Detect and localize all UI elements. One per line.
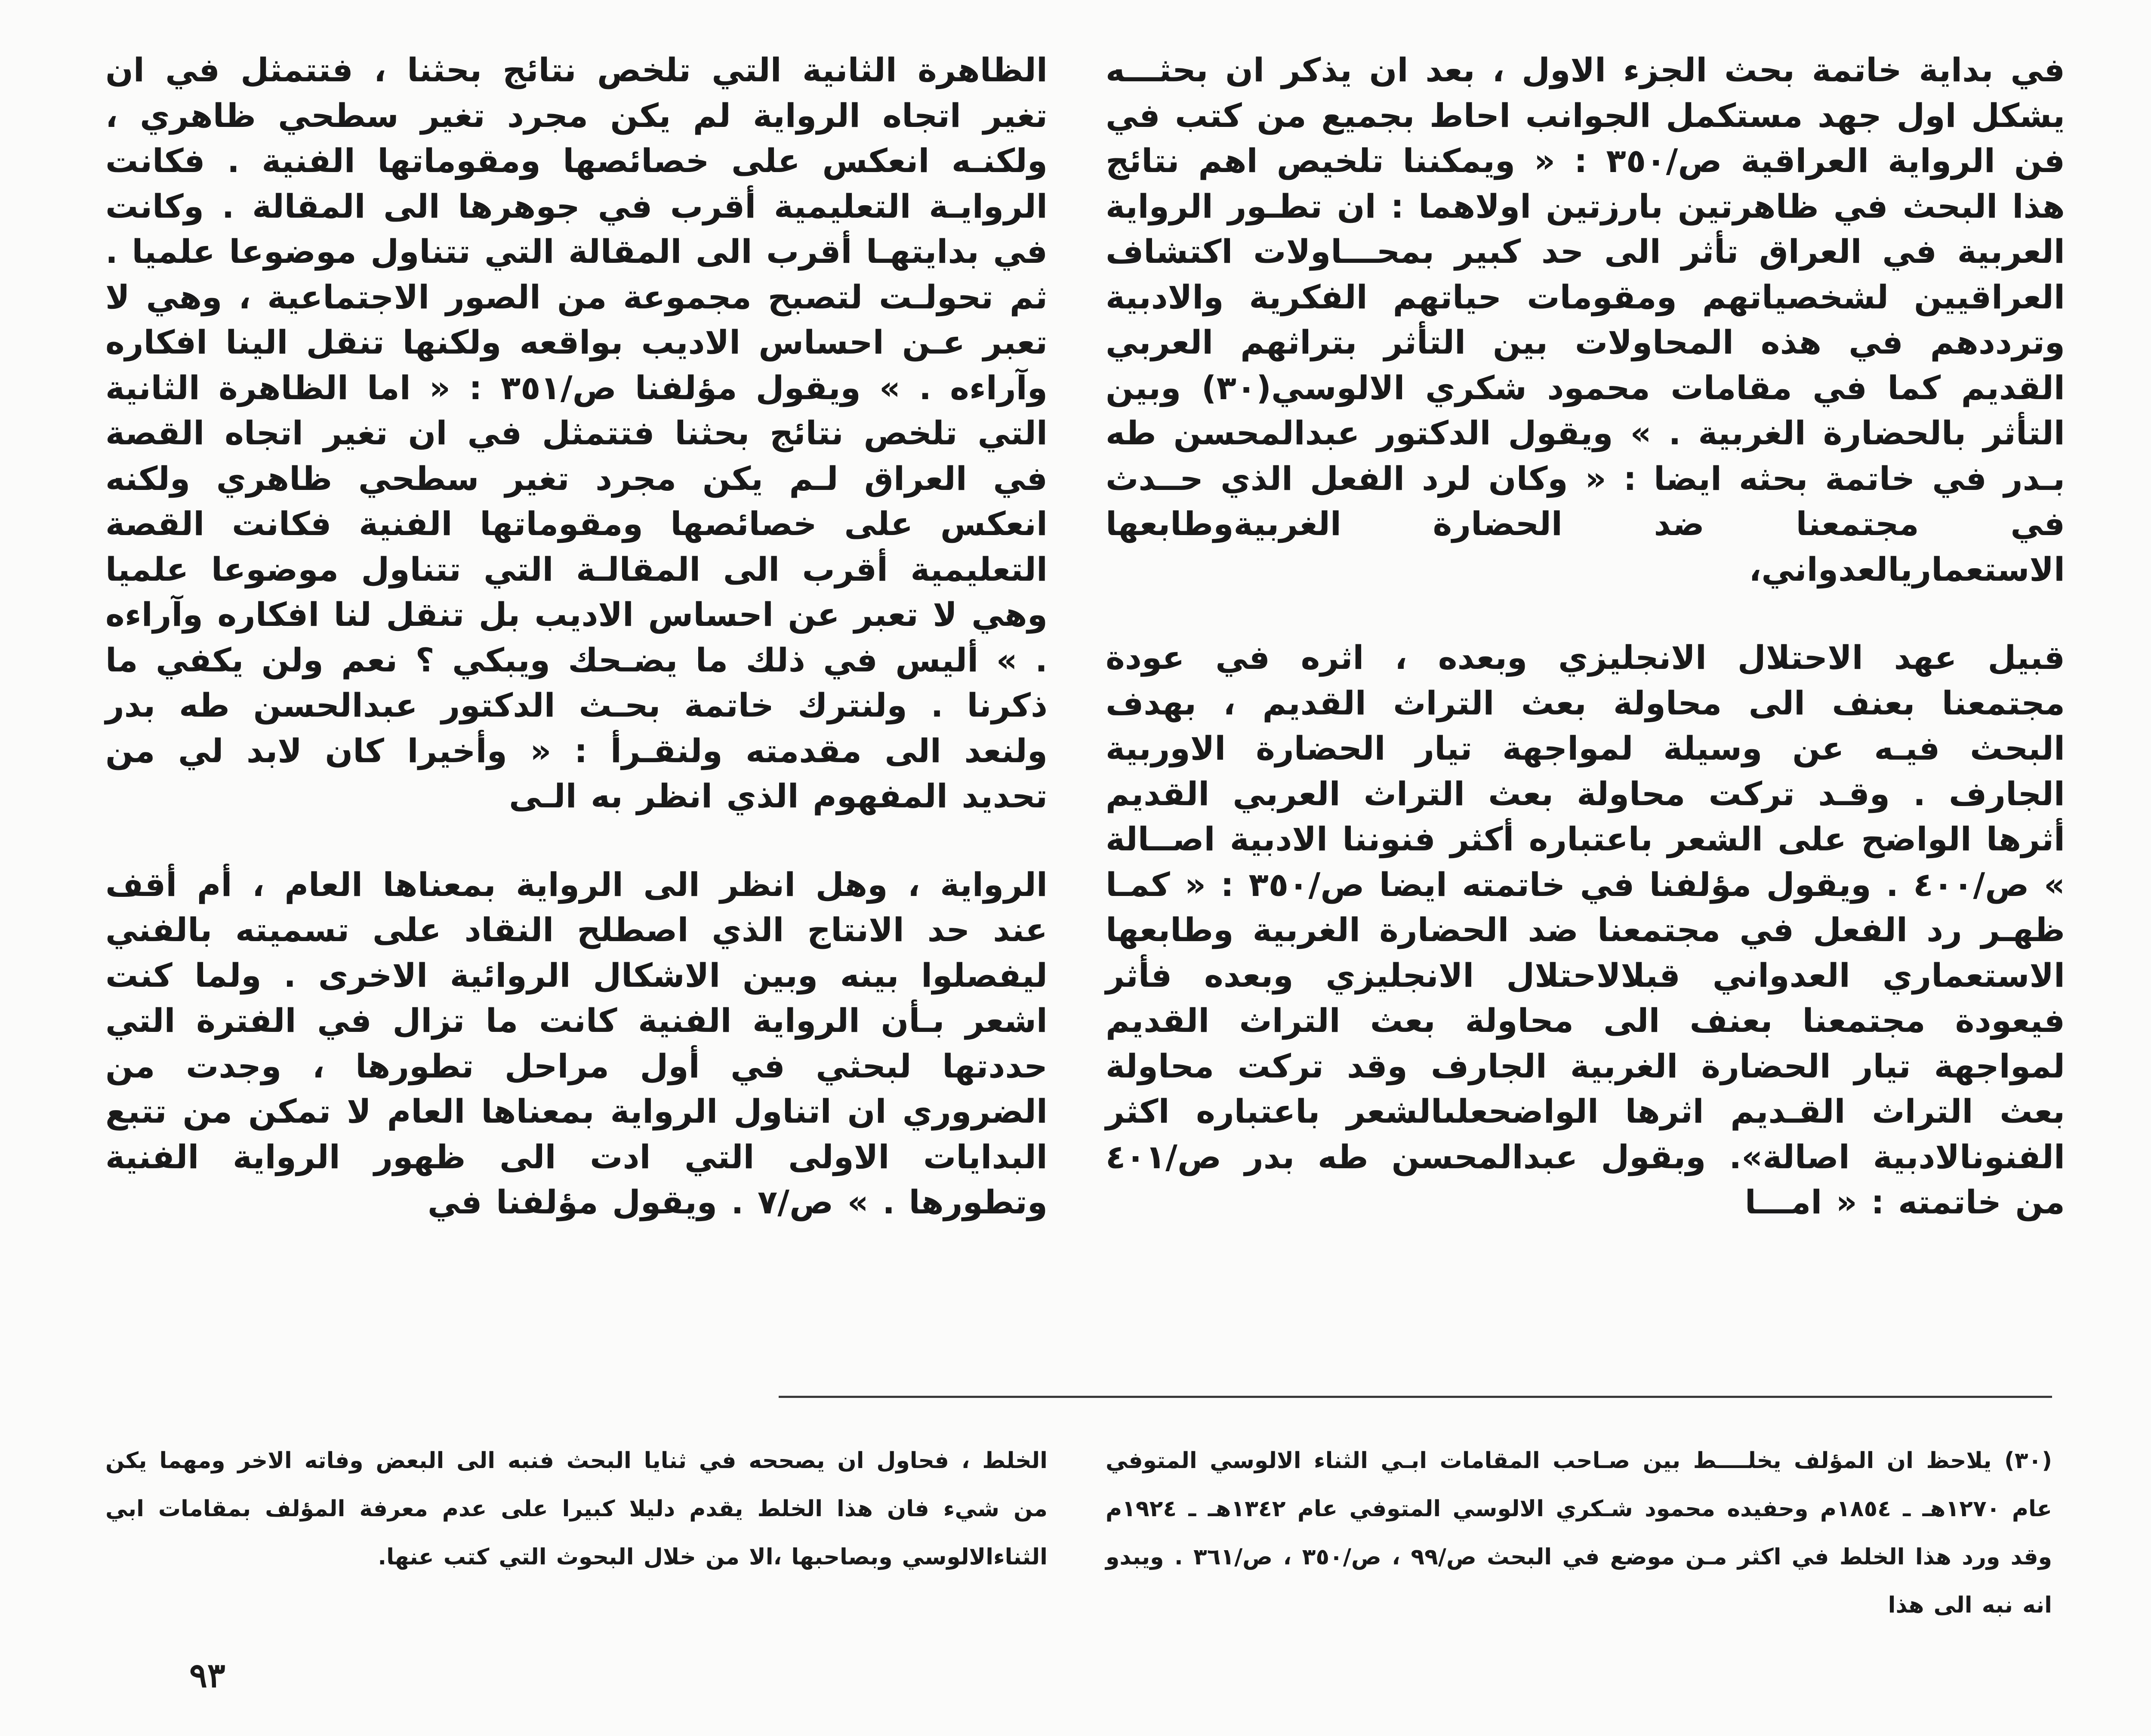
paragraph-spacer [1106, 592, 2065, 635]
left-column [105, 47, 1048, 1225]
footnote-left-column [105, 1437, 1048, 1581]
paragraph-spacer [105, 819, 1048, 862]
footnote-30-continuation: الخلط ، فحاول ان يصححه في ثنايا البحث فنبه الى البعض وفاته الاخر ومهما يكن من شيء فان هذا الخلط يقدم دليلا كبيرا على عدم معرفة المؤلف بمقامات ابي الثناءالالوسي وبصاحبها ،الا من خلال البحوث التي كتب عنها. [105, 1448, 1048, 1570]
left-column-paragraph-2: الرواية ، وهل انظر الى الرواية بمعناها العام ، أم أقف عند حد الانتاج الذي اصطلح النقاد على تسميته بالفني ليفصلوا بينه وبين الاشكال الروائية الاخرى . ولما كنت اشعر بـأن الرواية الفنية كانت ما تزال في الفترة التي حددتها لبحثي في أول مراحل تطورها ، وجدت من الضروري ان اتناول الرواية بمعناها العام لا تمكن من تتبع البدايات الاولى التي ادت الى ظهور الرواية الفنية وتطورها . » ص/٧ . ويقول مؤلفنا في [105, 865, 1048, 1221]
left-column-paragraph-1: الظاهرة الثانية التي تلخص نتائج بحثنا ، فتتمثل في ان تغير اتجاه الرواية لم يكن مجرد تغير سطحي ظاهري ، ولكنـه انعكس على خصائصها ومقوماتها الفنية . فكانت الروايـة التعليمية أقرب في جوهرها الى المقالة . وكانت في بدايتهـا أقرب الى المقالة التي تتناول موضوعا علميا . ثم تحولـت لتصبح مجموعة من الصور الاجتماعية ، وهي لا تعبر عـن احساس الاديب بواقعه ولكنها تنقل الينا افكاره وآراءه . » ويقول مؤلفنا ص/٣٥١ : « اما الظاهرة الثانية التي تلخص نتائج بحثنا فتتمثل في ان تغير اتجاه القصة في العراق لـم يكن مجرد تغير سطحي ظاهري ولكنه انعكس على خصائصها ومقوماتها الفنية فكانت القصة التعليمية أقرب الى المقالـة التي تتناول موضوعا علميا وهي لا تعبر عن احساس الاديب بل تنقل لنا افكاره وآراءه . » أليس في ذلك ما يضـحك ويبكي ؟ نعم ولن يكفي ما ذكرنا . ولنترك خاتمة بحـث الدكتور عبدالحسن طه بدر ولنعد الى مقدمته ولنقـرأ : « وأخيرا كان لابد لي من تحديد المفهوم الذي انظر به الـى [105, 51, 1048, 815]
page-number: ٩٣ [189, 1656, 225, 1695]
right-column [1106, 47, 2065, 1225]
footnote-right-column [1106, 1437, 2052, 1629]
footnote-30-text: (٣٠) يلاحظ ان المؤلف يخلــــط بين صـاحب المقامات ابـي الثناء الالوسي المتوفي عام ١٢٧٠هـ ـ ١٨٥٤م وحفيده محمود شـكري الالوسي المتوفي عام ١٣٤٢هـ ـ ١٩٢٤م وقد ورد هذا الخلط في اكثر مـن موضع في البحث ص/٩٩ ، ص/٣٥٠ ، ص/٣٦١ . ويبدو انه نبه الى هذا [1106, 1448, 2052, 1618]
right-column-paragraph-2: قبيل عهد الاحتلال الانجليزي وبعده ، اثره في عودة مجتمعنا بعنف الى محاولة بعث التراث القديم ، بهدف البحث فيـه عن وسيلة لمواجهة تيار الحضارة الاوربية الجارف . وقـد تركت محاولة بعث التراث العربي القديم أثرها الواضح على الشعر باعتباره أكثر فنوننا الادبية اصــالة » ص/٤٠٠ . ويقول مؤلفنا في خاتمته ايضا ص/٣٥٠ : « كمـا ظهـر رد الفعل في مجتمعنا ضد الحضارة الغربية وطابعها الاستعماري العدواني قبلالاحتلال الانجليزي وبعده فأثر فيعودة مجتمعنا بعنف الى محاولة بعث التراث القديم لمواجهة تيار الحضارة الغربية الجارف وقد تركت محاولة بعث التراث القـديم اثرها الواضحعلىالشعر باعتباره اكثر الفنونالادبية اصالة». وبقول عبدالمحسن طه بدر ص/٤٠١ من خاتمته : « امـــا [1106, 638, 2065, 1221]
right-column-paragraph-1: في بداية خاتمة بحث الجزء الاول ، بعد ان يذكر ان بحثـــه يشكل اول جهد مستكمل الجوانب احاط بجميع من كتب في فن الرواية العراقية ص/٣٥٠ : « ويمكننا تلخيص اهم نتائج هذا البحث في ظاهرتين بارزتين اولاهما : ان تطـور الرواية العربية في العراق تأثر الى حد كبير بمحـــاولات اكتشاف العراقيين لشخصياتهم ومقومات حياتهم الفكرية والادبية وترددهم في هذه المحاولات بين التأثر بتراثهم العربي القديم كما في مقامات محمود شكري الالوسي(٣٠) وبين التأثر بالحضارة الغربية . » ويقول الدكتور عبدالمحسن طه بـدر في خاتمة بحثه ايضا : « وكان لرد الفعل الذي حــدث في مجتمعنا ضد الحضارة الغربيةوطابعها الاستعماريالعدواني، [1106, 51, 2065, 588]
footnote-separator-rule [779, 1396, 2052, 1398]
